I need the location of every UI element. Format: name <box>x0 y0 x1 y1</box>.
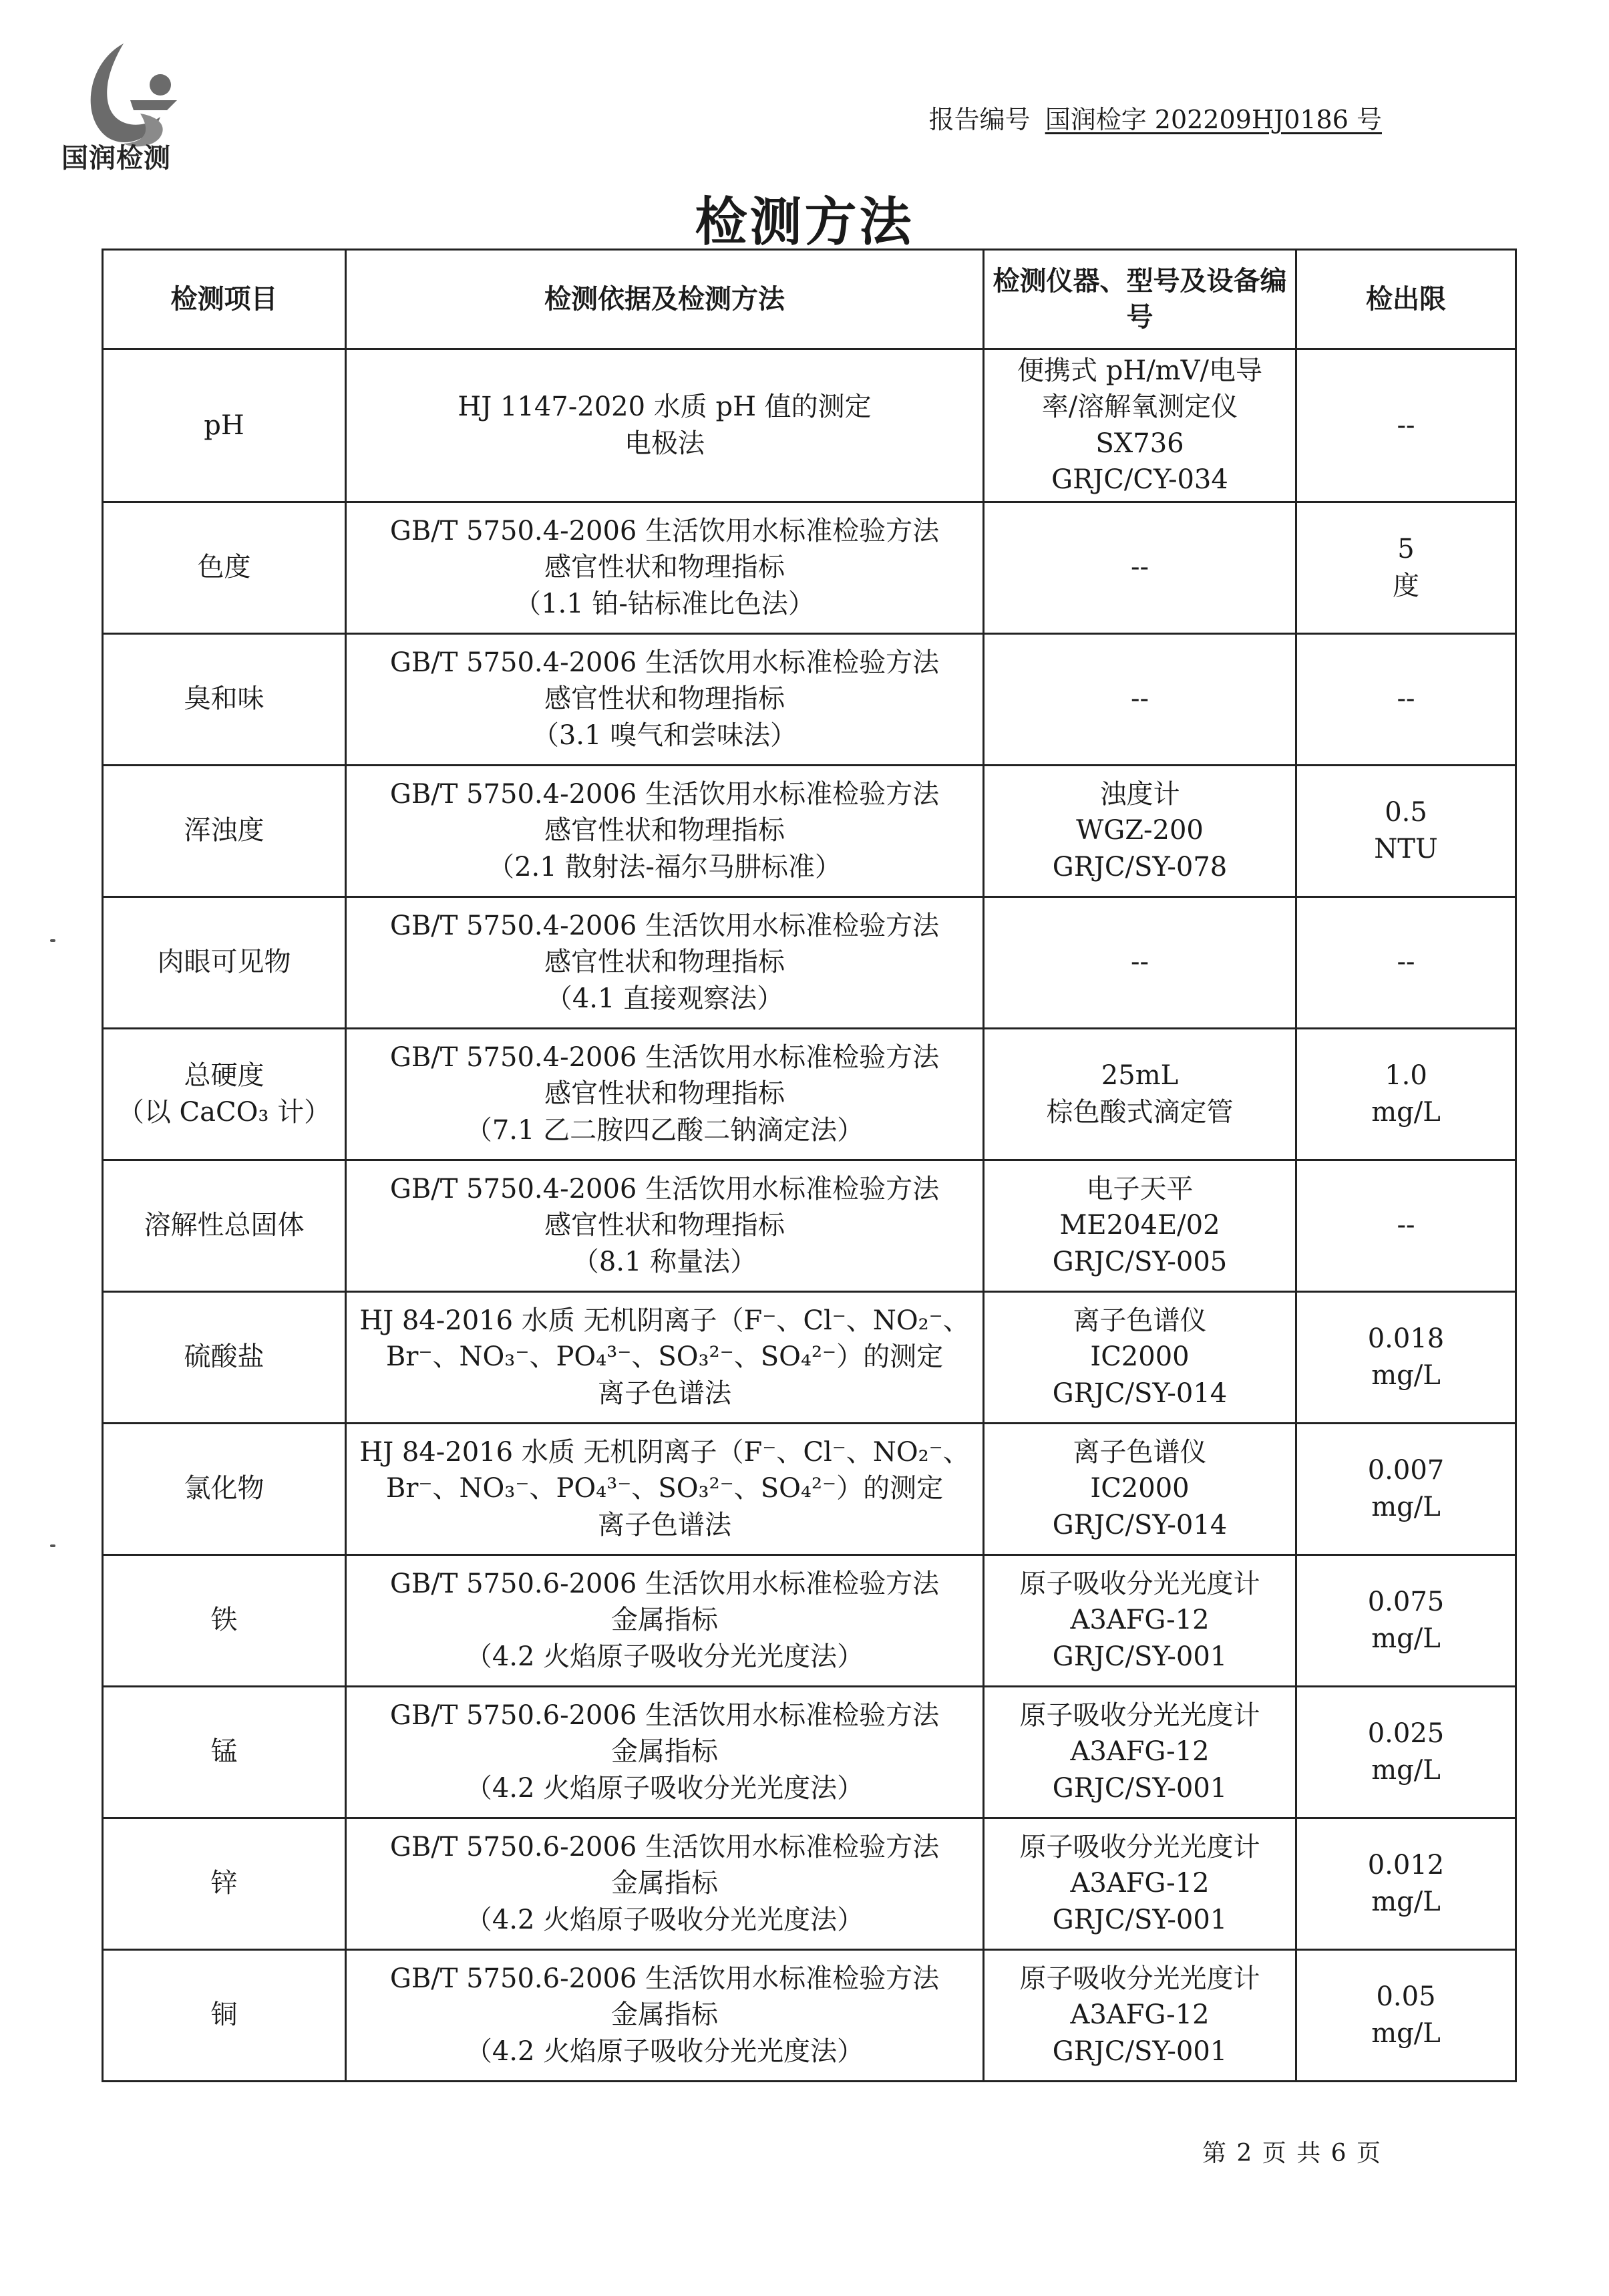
cell-instrument <box>984 1949 1296 2081</box>
cell-item <box>103 349 346 502</box>
cell-method <box>346 633 984 765</box>
cell-limit-line: mg/L <box>1371 1491 1441 1522</box>
cell-limit-line: 度 <box>1393 570 1419 601</box>
cell-instrument-line: 原子吸收分光光度计 <box>1019 1831 1260 1862</box>
cell-method-line: GB/T 5750.4-2006 生活饮用水标准检验方法 <box>389 1041 940 1073</box>
cell-limit <box>1296 1949 1516 2081</box>
cell-method-line: GB/T 5750.6-2006 生活饮用水标准检验方法 <box>389 1963 940 1994</box>
cell-limit <box>1296 1028 1516 1160</box>
cell-item-line: 硫酸盐 <box>184 1341 264 1373</box>
report-number-label: 报告编号 <box>928 105 1031 134</box>
cell-instrument-line: -- <box>1130 947 1149 978</box>
cell-method-line: 金属指标 <box>611 1868 718 1899</box>
cell-instrument <box>984 1028 1296 1160</box>
cell-method-line: （4.2 火焰原子吸收分光光度法） <box>465 1641 864 1672</box>
table-row <box>103 1686 1516 1818</box>
cell-method-line: （1.1 铂-钴标准比色法） <box>514 588 815 619</box>
cell-method-line: 感官性状和物理指标 <box>544 1078 785 1110</box>
cell-method <box>346 896 984 1028</box>
cell-method-line: 金属指标 <box>611 1605 718 1636</box>
cell-item <box>103 502 346 633</box>
cell-item-line: 锌 <box>210 1868 238 1899</box>
cell-instrument-line: A3AFG-12 <box>1070 1999 1210 2031</box>
cell-method-line: GB/T 5750.4-2006 生活饮用水标准检验方法 <box>389 1173 940 1204</box>
cell-method <box>346 1686 984 1818</box>
scan-speck <box>50 939 55 942</box>
cell-method-line: GB/T 5750.4-2006 生活饮用水标准检验方法 <box>389 515 940 546</box>
cell-limit <box>1296 349 1516 502</box>
cell-method-line: HJ 1147-2020 水质 pH 值的测定 <box>458 391 872 423</box>
cell-instrument-line: 电子天平 <box>1086 1173 1194 1204</box>
cell-method <box>346 1949 984 2081</box>
cell-limit <box>1296 1686 1516 1818</box>
cell-method-line: GB/T 5750.6-2006 生活饮用水标准检验方法 <box>389 1831 940 1862</box>
cell-method-line: Br⁻、NO₃⁻、PO₄³⁻、SO₃²⁻、SO₄²⁻）的测定 <box>385 1473 944 1504</box>
cell-item <box>103 1291 346 1423</box>
cell-method-line: 金属指标 <box>611 1999 718 2031</box>
cell-method-line: （4.2 火焰原子吸收分光光度法） <box>465 1904 864 1935</box>
cell-instrument-line: SX736 <box>1095 428 1184 459</box>
cell-instrument-line: IC2000 <box>1090 1473 1190 1504</box>
report-number-line <box>929 99 1382 136</box>
column-header-instrument: 检测仪器、型号及设备编号 <box>984 250 1296 349</box>
table-row <box>103 1291 1516 1423</box>
cell-instrument <box>984 502 1296 633</box>
cell-instrument <box>984 1291 1296 1423</box>
cell-method-line: GB/T 5750.4-2006 生活饮用水标准检验方法 <box>389 778 940 810</box>
cell-item <box>103 1554 346 1686</box>
cell-instrument-line: A3AFG-12 <box>1070 1868 1210 1899</box>
cell-item <box>103 633 346 765</box>
cell-method <box>346 1818 984 1949</box>
table-row <box>103 1818 1516 1949</box>
cell-instrument <box>984 1818 1296 1949</box>
cell-instrument <box>984 633 1296 765</box>
cell-limit-line: mg/L <box>1371 1623 1441 1654</box>
column-header-item: 检测项目 <box>103 250 346 349</box>
cell-method <box>346 1423 984 1554</box>
cell-instrument-line: GRJC/SY-001 <box>1052 1641 1228 1672</box>
cell-method-line: 离子色谱法 <box>598 1377 731 1409</box>
table-row <box>103 633 1516 765</box>
cell-method <box>346 1291 984 1423</box>
cell-instrument-line: A3AFG-12 <box>1070 1736 1210 1768</box>
cell-instrument-line: GRJC/CY-034 <box>1051 464 1228 496</box>
cell-limit-line: 0.05 <box>1376 1981 1436 2013</box>
cell-instrument-line: A3AFG-12 <box>1070 1605 1210 1636</box>
cell-limit <box>1296 1818 1516 1949</box>
table-body <box>103 349 1516 2082</box>
cell-method-line: 感官性状和物理指标 <box>544 815 785 846</box>
cell-limit-line: 1.0 <box>1385 1060 1427 1092</box>
cell-instrument-line: GRJC/SY-014 <box>1052 1509 1228 1540</box>
cell-method <box>346 349 984 502</box>
cell-item-line: （以 CaCO₃ 计） <box>117 1096 331 1128</box>
cell-item-line: 总硬度 <box>184 1060 264 1092</box>
cell-instrument-line: 原子吸收分光光度计 <box>1019 1699 1260 1731</box>
cell-instrument-line: GRJC/SY-078 <box>1052 851 1228 882</box>
cell-instrument <box>984 349 1296 502</box>
cell-method <box>346 1554 984 1686</box>
cell-limit <box>1296 765 1516 896</box>
cell-limit-line: mg/L <box>1371 1096 1441 1128</box>
cell-item-line: 氯化物 <box>184 1473 264 1504</box>
column-header-limit: 检出限 <box>1296 250 1516 349</box>
cell-item <box>103 1818 346 1949</box>
cell-instrument-line: 原子吸收分光光度计 <box>1019 1568 1260 1599</box>
cell-limit <box>1296 633 1516 765</box>
logo-text: 国润检测 <box>61 143 171 174</box>
scan-speck <box>50 1544 55 1547</box>
cell-method <box>346 502 984 633</box>
cell-item-line: 色度 <box>197 552 251 583</box>
cell-limit <box>1296 1160 1516 1291</box>
cell-method <box>346 1028 984 1160</box>
cell-method-line: 离子色谱法 <box>598 1509 731 1540</box>
cell-instrument-line: ME204E/02 <box>1059 1210 1220 1241</box>
cell-method-line: GB/T 5750.4-2006 生活饮用水标准检验方法 <box>389 647 940 678</box>
cell-instrument-line: GRJC/SY-005 <box>1052 1246 1228 1277</box>
cell-method-line: 感官性状和物理指标 <box>544 552 785 583</box>
report-number: 国润检字 202209HJ0186 号 <box>1045 105 1382 134</box>
cell-instrument-line: 25mL <box>1101 1060 1179 1092</box>
cell-method-line: （4.1 直接观察法） <box>545 983 784 1014</box>
cell-method-line: Br⁻、NO₃⁻、PO₄³⁻、SO₃²⁻、SO₄²⁻）的测定 <box>385 1341 944 1373</box>
cell-method-line: 金属指标 <box>611 1736 718 1768</box>
cell-item <box>103 896 346 1028</box>
cell-method-line: （7.1 乙二胺四乙酸二钠滴定法） <box>465 1114 864 1146</box>
table-row <box>103 1028 1516 1160</box>
cell-item <box>103 1949 346 2081</box>
column-header-method: 检测依据及检测方法 <box>346 250 984 349</box>
cell-item-line: 锰 <box>210 1736 238 1768</box>
table-row <box>103 1554 1516 1686</box>
cell-limit-line: -- <box>1397 683 1415 715</box>
cell-limit <box>1296 1291 1516 1423</box>
cell-limit-line: 0.012 <box>1367 1850 1445 1881</box>
table-row <box>103 502 1516 633</box>
cell-instrument <box>984 1554 1296 1686</box>
cell-method-line: （8.1 称量法） <box>572 1246 757 1277</box>
table-row <box>103 765 1516 896</box>
cell-limit-line: -- <box>1397 409 1415 441</box>
cell-limit-line: mg/L <box>1371 1886 1441 1917</box>
cell-method-line: （4.2 火焰原子吸收分光光度法） <box>465 1772 864 1804</box>
cell-instrument-line: -- <box>1130 683 1149 715</box>
cell-method-line: 感官性状和物理指标 <box>544 947 785 978</box>
cell-instrument-line: GRJC/SY-014 <box>1052 1377 1228 1409</box>
cell-item-line: 肉眼可见物 <box>157 947 291 978</box>
cell-item-line: 铜 <box>210 1999 238 2031</box>
cell-instrument <box>984 765 1296 896</box>
cell-limit <box>1296 502 1516 633</box>
cell-method-line: 感官性状和物理指标 <box>544 683 785 715</box>
cell-limit-line: mg/L <box>1371 2017 1441 2049</box>
table-row <box>103 1423 1516 1554</box>
cell-item <box>103 1028 346 1160</box>
cell-instrument <box>984 1160 1296 1291</box>
cell-instrument-line: 原子吸收分光光度计 <box>1019 1963 1260 1994</box>
table-row <box>103 1160 1516 1291</box>
cell-item <box>103 765 346 896</box>
cell-method-line: GB/T 5750.6-2006 生活饮用水标准检验方法 <box>389 1568 940 1599</box>
cell-instrument-line: 率/溶解氧测定仪 <box>1041 391 1238 423</box>
cell-method-line: HJ 84-2016 水质 无机阴离子（F⁻、Cl⁻、NO₂⁻、 <box>359 1305 970 1336</box>
cell-item <box>103 1423 346 1554</box>
cell-method-line: GB/T 5750.6-2006 生活饮用水标准检验方法 <box>389 1699 940 1731</box>
cell-method-line: 电极法 <box>624 428 705 459</box>
cell-item-line: 铁 <box>210 1605 238 1636</box>
cell-limit-line: 0.007 <box>1367 1455 1445 1486</box>
cell-limit <box>1296 1423 1516 1554</box>
cell-limit-line: 0.5 <box>1385 797 1427 828</box>
cell-instrument-line: 便携式 pH/mV/电导 <box>1017 355 1262 386</box>
cell-method-line: （2.1 散射法-福尔马肼标准） <box>488 851 842 882</box>
cell-instrument-line: GRJC/SY-001 <box>1052 1904 1228 1935</box>
cell-limit-line: mg/L <box>1371 1359 1441 1391</box>
cell-instrument-line: WGZ-200 <box>1076 815 1204 846</box>
table-row <box>103 349 1516 502</box>
cell-instrument-line: IC2000 <box>1090 1341 1190 1373</box>
table-row <box>103 1949 1516 2081</box>
cell-instrument-line: GRJC/SY-001 <box>1052 2035 1228 2067</box>
cell-item-line: 臭和味 <box>184 683 264 715</box>
cell-limit-line: mg/L <box>1371 1754 1441 1786</box>
cell-item-line: 浑浊度 <box>184 815 264 846</box>
cell-limit-line: 0.075 <box>1367 1587 1445 1618</box>
cell-method <box>346 765 984 896</box>
cell-item-line: 溶解性总固体 <box>144 1210 305 1241</box>
cell-limit-line: 5 <box>1397 534 1415 565</box>
cell-instrument <box>984 1423 1296 1554</box>
cell-method-line: 感官性状和物理指标 <box>544 1210 785 1241</box>
cell-item-line: pH <box>204 409 244 441</box>
page-title: 检测方法 <box>695 192 914 253</box>
cell-item <box>103 1160 346 1291</box>
cell-instrument <box>984 1686 1296 1818</box>
cell-item <box>103 1686 346 1818</box>
cell-instrument <box>984 896 1296 1028</box>
cell-instrument-line: -- <box>1130 552 1149 583</box>
table-header-row <box>103 250 1516 349</box>
cell-method-line: （3.1 嗅气和尝味法） <box>532 719 797 751</box>
cell-method-line: HJ 84-2016 水质 无机阴离子（F⁻、Cl⁻、NO₂⁻、 <box>359 1436 970 1468</box>
cell-limit-line: 0.025 <box>1367 1718 1445 1750</box>
table-row <box>103 896 1516 1028</box>
cell-limit <box>1296 896 1516 1028</box>
cell-limit-line: -- <box>1397 947 1415 978</box>
cell-limit-line: 0.018 <box>1367 1323 1445 1355</box>
page-number: 第 2 页 共 6 页 <box>1202 2140 1382 2167</box>
cell-method-line: GB/T 5750.4-2006 生活饮用水标准检验方法 <box>389 910 940 941</box>
cell-instrument-line: 棕色酸式滴定管 <box>1046 1096 1234 1128</box>
cell-instrument-line: 离子色谱仪 <box>1073 1436 1207 1468</box>
cell-limit-line: -- <box>1397 1210 1415 1241</box>
cell-method-line: （4.2 火焰原子吸收分光光度法） <box>465 2035 864 2067</box>
cell-method <box>346 1160 984 1291</box>
cell-instrument-line: 浊度计 <box>1099 778 1180 810</box>
cell-instrument-line: GRJC/SY-001 <box>1052 1772 1228 1804</box>
cell-limit-line: NTU <box>1374 833 1438 864</box>
cell-limit <box>1296 1554 1516 1686</box>
methods-table <box>102 249 1517 2082</box>
cell-instrument-line: 离子色谱仪 <box>1073 1305 1207 1336</box>
